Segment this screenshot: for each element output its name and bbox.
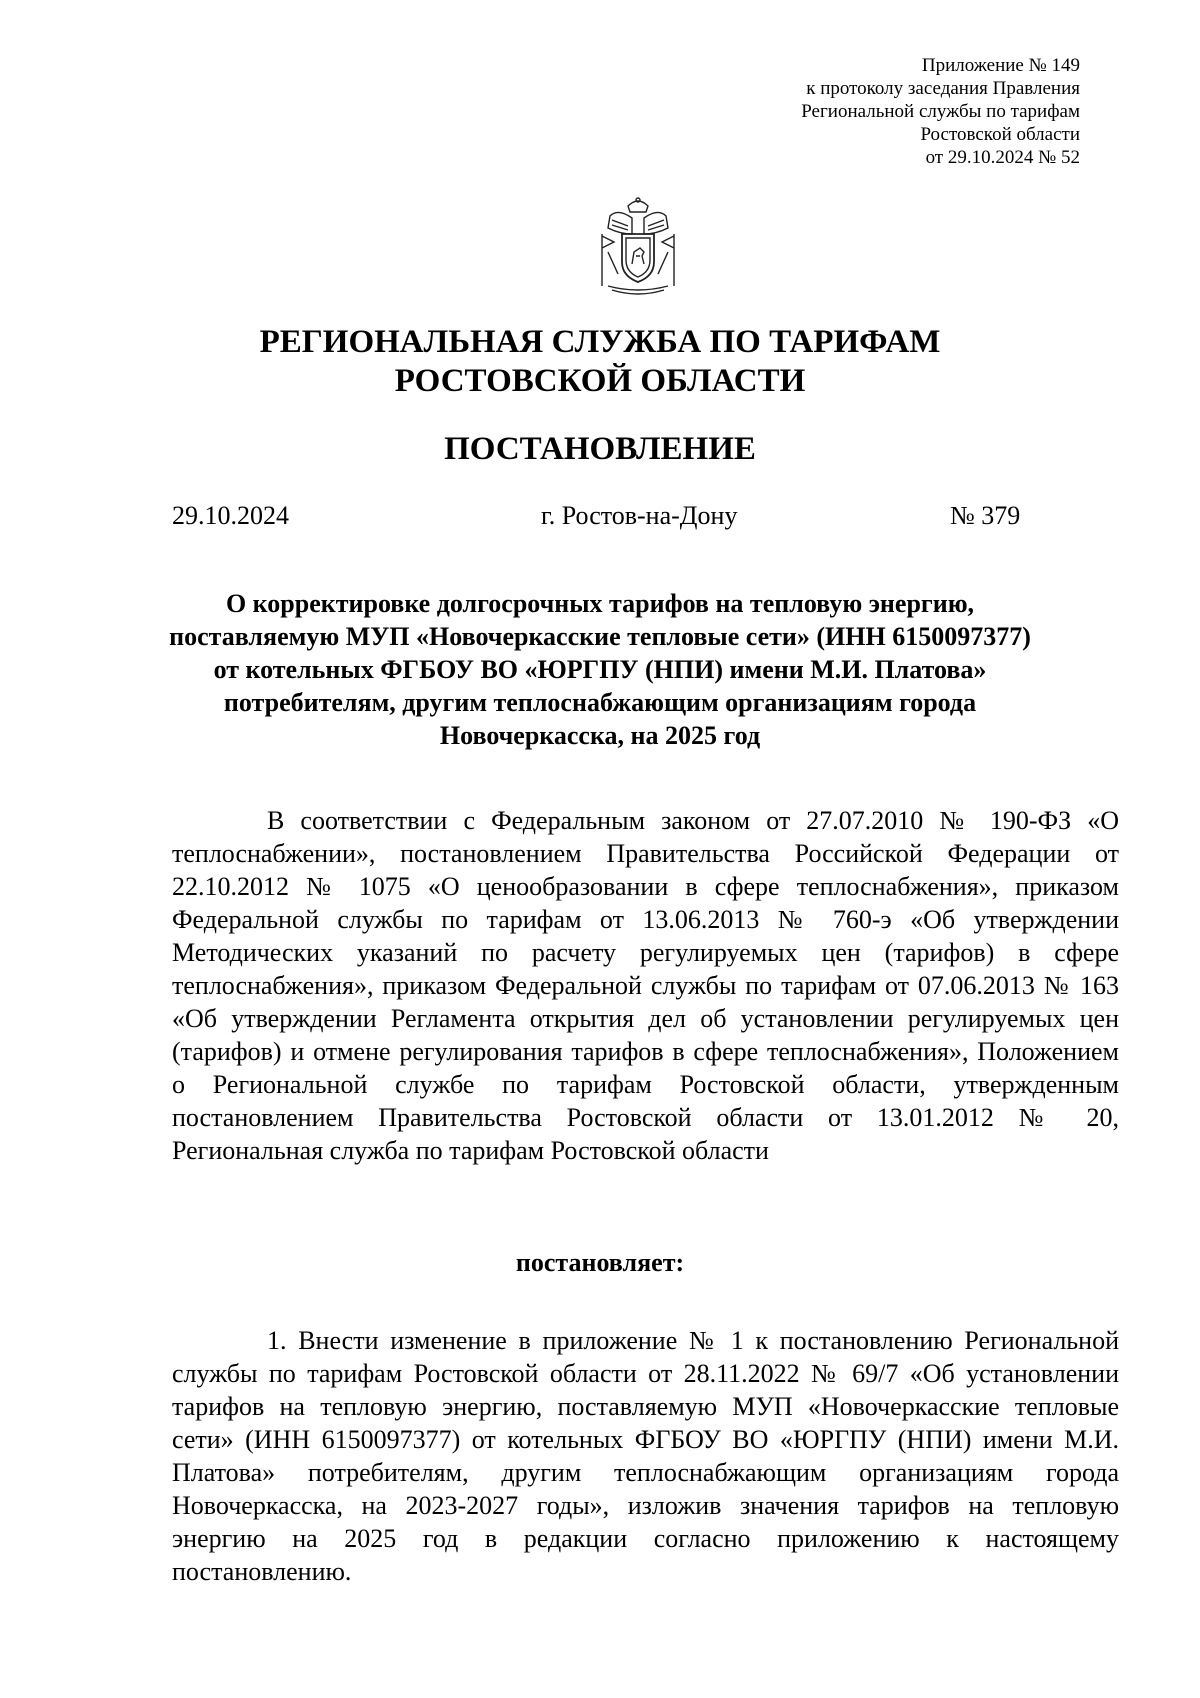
appendix-line: к протоколу заседания Правления (806, 78, 1080, 99)
clause-1-paragraph: 1. Внести изменение в приложение № 1 к постановлению Региональной службы по тарифам Ростовской области от 28.11.2022 № 69/7 «Об установлении тарифов на тепловую энергию, поставляемую МУП «Новочеркасские тепловые сети» (ИНН 6150097377) от котельных ФГБОУ ВО «ЮРГПУ (НПИ) имени М.И. Платова» потребителям, другим теплоснабжающим организациям города Новочеркасска, на 2023-2027 годы», изложив значения тарифов на тепловую энергию на 2025 год в редакции согласно приложению к настоящему постановлению. (172, 1326, 1119, 1586)
appendix-line: Ростовской области (920, 124, 1080, 145)
preamble-paragraph: В соответствии с Федеральным законом от 27.07.2010 № 190-ФЗ «О теплоснабжении», постановлением Правительства Российской Федерации от 22.10.2012 № 1075 «О ценообразовании в сфере теплоснабжения», приказом Федеральной службы по тарифам от 13.06.2013 № 760-э «Об утверждении Методических указаний по расчету регулируемых цен (тарифов) в сфере теплоснабжения», приказом Федеральной службы по тарифам от 07.06.2013 № 163 «Об утверждении Регламента открытия дел об установлении регулируемых цен (тарифов) и отмене регулирования тарифов в сфере теплоснабжения», Положением о Региональной службе по тарифам Ростовской области, утвержденным постановлением Правительства Ростовской области от 13.01.2012 № 20, Региональная служба по тарифам Ростовской области (172, 806, 1119, 1165)
organization-title (0, 323, 1200, 401)
decision-word: постановляет: (515, 1248, 685, 1277)
coat-of-arms-icon (588, 194, 688, 298)
subject-line: Новочеркасска, на 2025 год (439, 721, 761, 750)
document-number: № 379 (950, 501, 1021, 530)
organization-title-line: РЕГИОНАЛЬНАЯ СЛУЖБА ПО ТАРИФАМ (259, 324, 941, 360)
subject-line: от котельных ФГБОУ ВО «ЮРГПУ (НПИ) имени М.И. Платова» (213, 655, 987, 684)
document-date: 29.10.2024 (172, 501, 289, 530)
document-city: г. Ростов-на-Дону (541, 501, 738, 530)
document-type: ПОСТАНОВЛЕНИЕ (444, 431, 756, 467)
appendix-line: от 29.10.2024 № 52 (925, 147, 1080, 168)
organization-title-line: РОСТОВСКОЙ ОБЛАСТИ (394, 363, 806, 399)
appendix-line: Региональной службы по тарифам (801, 101, 1080, 122)
appendix-note (801, 54, 1080, 169)
appendix-line: Приложение № 149 (921, 55, 1080, 76)
subject-line: О корректировке долгосрочных тарифов на тепловую энергию, (225, 589, 975, 618)
subject-line: потребителям, другим теплоснабжающим организациям города (223, 688, 977, 717)
document-subject (150, 587, 1050, 752)
subject-line: поставляемую МУП «Новочеркасские тепловые сети» (ИНН 6150097377) (169, 622, 1031, 651)
